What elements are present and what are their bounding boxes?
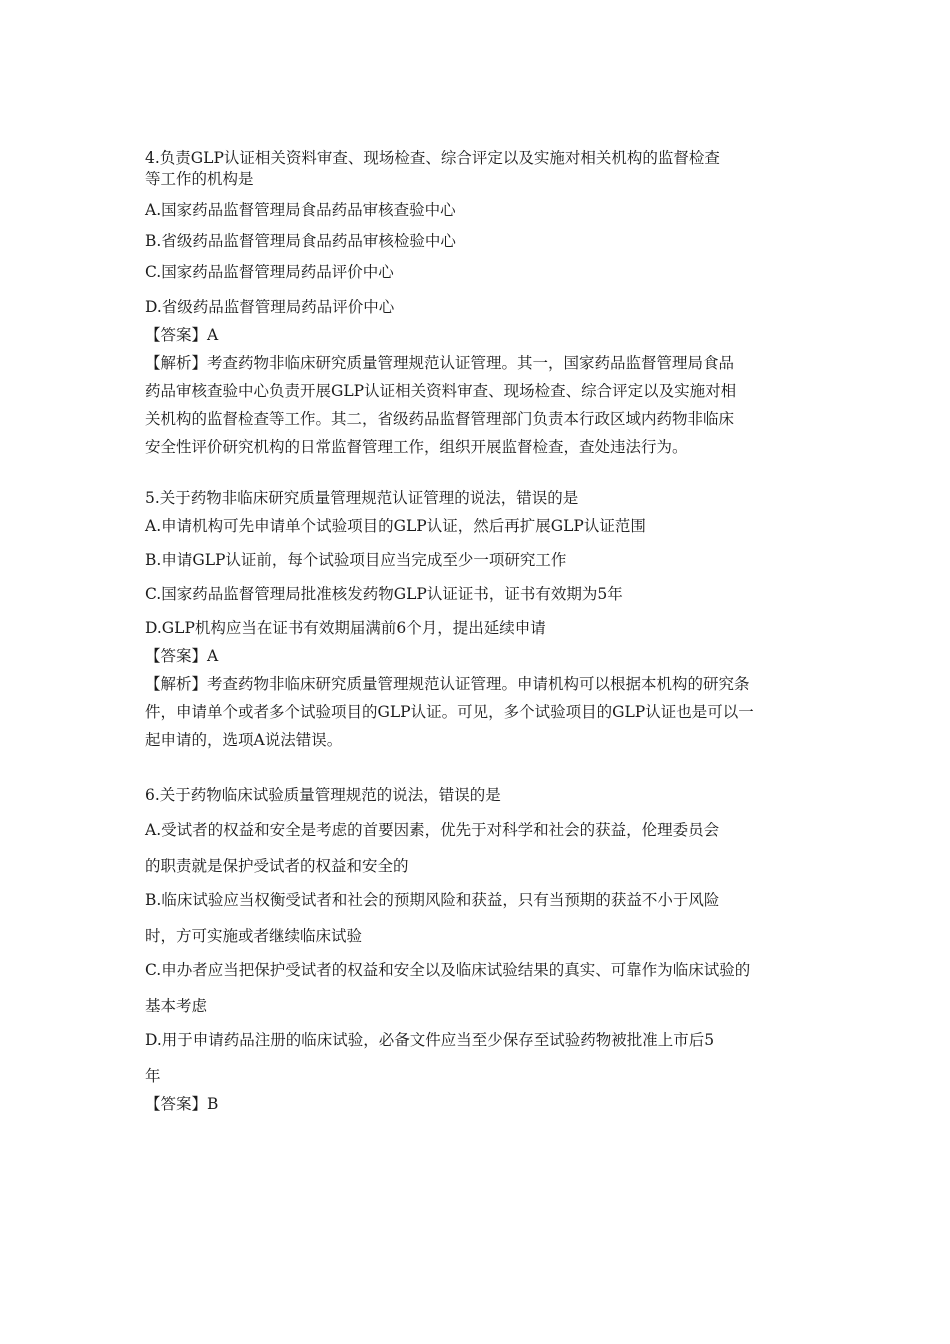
question-5-option-d: D.GLP机构应当在证书有效期届满前6个月，提出延续申请: [145, 619, 546, 637]
question-4-option-c: C.国家药品监督管理局药品评价中心: [145, 263, 394, 281]
question-4-stem-line-1: 4.负责GLP认证相关资料审查、现场检查、综合评定以及实施对相关机构的监督检查: [145, 149, 720, 167]
question-4-explanation-line: 药品审核查验中心负责开展GLP认证相关资料审查、现场检查、综合评定以及实施对相: [145, 382, 737, 400]
question-5-stem: 5.关于药物非临床研究质量管理规范认证管理的说法，错误的是: [145, 489, 579, 507]
question-6: [145, 784, 810, 1115]
question-5-option-a: A.申请机构可先申请单个试验项目的GLP认证，然后再扩展GLP认证范围: [145, 517, 646, 535]
question-6-stem: 6.关于药物临床试验质量管理规范的说法，错误的是: [145, 786, 501, 804]
question-6-option-d-line-1: D.用于申请药品注册的临床试验，必备文件应当至少保存至试验药物被批准上市后5: [145, 1031, 715, 1049]
question-6-option-c-line-2: 基本考虑: [145, 997, 208, 1015]
question-5-answer: 【答案】A: [145, 647, 219, 665]
question-5-explanation-line: 件，申请单个或者多个试验项目的GLP认证。可见，多个试验项目的GLP认证也是可以一: [145, 703, 754, 721]
question-5: [145, 487, 810, 754]
question-6-option-b-line-1: B.临床试验应当权衡受试者和社会的预期风险和获益，只有当预期的获益不小于风险: [145, 891, 720, 909]
question-6-option-a-line-2: 的职责就是保护受试者的权益和安全的: [145, 857, 409, 875]
spacer: [145, 754, 810, 784]
question-5-explanation-line: 起申请的，选项A说法错误。: [145, 731, 343, 749]
question-4-answer: 【答案】A: [145, 326, 219, 344]
question-6-answer: 【答案】B: [145, 1095, 219, 1113]
question-4-explanation-line: 关机构的监督检查等工作。其二，省级药品监督管理部门负责本行政区域内药物非临床: [145, 410, 735, 428]
question-6-option-a-line-1: A.受试者的权益和安全是考虑的首要因素，优先于对科学和社会的获益，伦理委员会: [145, 821, 720, 839]
question-4-option-b: B.省级药品监督管理局食品药品审核检验中心: [145, 232, 456, 250]
spacer: [145, 461, 810, 487]
question-4-stem-line-2: 等工作的机构是: [145, 170, 254, 188]
question-6-option-b-line-2: 时，方可实施或者继续临床试验: [145, 927, 363, 945]
question-5-option-c: C.国家药品监督管理局批准核发药物GLP认证证书，证书有效期为5年: [145, 585, 623, 603]
question-5-explanation-line: 【解析】考查药物非临床研究质量管理规范认证管理。申请机构可以根据本机构的研究条: [145, 675, 750, 693]
question-4: [145, 147, 810, 461]
question-4-option-a: A.国家药品监督管理局食品药品审核查验中心: [145, 201, 456, 219]
question-4-option-d: D.省级药品监督管理局药品评价中心: [145, 298, 395, 316]
question-5-option-b: B.申请GLP认证前，每个试验项目应当完成至少一项研究工作: [145, 551, 567, 569]
document-page: [145, 147, 810, 1121]
question-4-explanation-line: 安全性评价研究机构的日常监督管理工作，组织开展监督检查，查处违法行为。: [145, 438, 688, 456]
question-4-explanation-line: 【解析】考查药物非临床研究质量管理规范认证管理。其一，国家药品监督管理局食品: [145, 354, 735, 372]
question-6-option-c-line-1: C.申办者应当把保护受试者的权益和安全以及临床试验结果的真实、可靠作为临床试验的: [145, 961, 751, 979]
question-6-option-d-line-2: 年: [145, 1067, 161, 1085]
